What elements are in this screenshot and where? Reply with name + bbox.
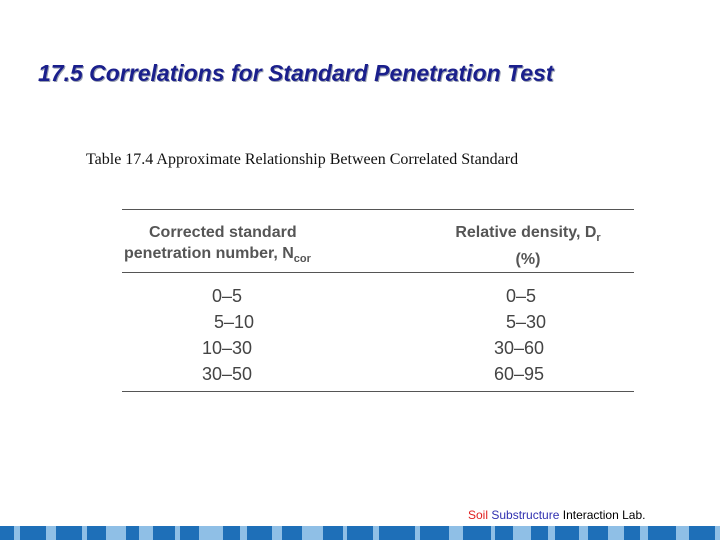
table-header-rule: [122, 272, 634, 273]
bar-stripe: [282, 526, 297, 540]
bar-stripe: [449, 526, 463, 540]
bar-stripe: [331, 526, 343, 540]
bar-stripe: [20, 526, 42, 540]
lab-name: [468, 508, 645, 522]
bar-stripe: [588, 526, 602, 540]
table-caption: Table 17.4 Approximate Relationship Between Correlated Standard: [86, 151, 519, 168]
bar-stripe: [689, 526, 696, 540]
bar-stripe: [548, 526, 555, 540]
col1-header-subscript: cor: [293, 253, 311, 266]
bar-stripe: [46, 526, 56, 540]
col1-header-text: penetration number, N: [124, 245, 294, 262]
bar-stripe: [99, 526, 106, 540]
lab-name-substructure: Substructure: [491, 508, 560, 522]
col2-header: [418, 222, 638, 270]
bar-stripe: [180, 526, 191, 540]
table-cell-ncor: 10–30: [202, 338, 253, 358]
n-cor-column: [184, 283, 274, 387]
slide-title: 17.5 Correlations for Standard Penetration Test: [38, 60, 554, 86]
bar-stripe: [0, 526, 14, 540]
bar-stripe: [139, 526, 153, 540]
lab-name-rest: Interaction Lab.: [562, 508, 646, 522]
decorative-bottom-bar: [0, 526, 720, 540]
bar-stripe: [56, 526, 64, 540]
bar-stripe: [272, 526, 282, 540]
bar-stripe: [247, 526, 266, 540]
col2-header-subscript: r: [596, 232, 601, 245]
table-cell-dr: 30–60: [494, 338, 545, 358]
bar-stripe: [513, 526, 531, 540]
bar-stripe: [715, 526, 720, 540]
lab-name-soil: Soil: [468, 508, 489, 522]
col2-header-line2: (%): [515, 251, 541, 269]
bar-stripe: [648, 526, 672, 540]
bar-stripe: [431, 526, 449, 540]
bar-stripe: [640, 526, 648, 540]
table-bottom-rule: [122, 391, 634, 392]
bar-stripe: [130, 526, 139, 540]
bar-stripe: [159, 526, 175, 540]
bar-stripe: [555, 526, 575, 540]
bar-stripe: [420, 526, 431, 540]
bar-stripe: [64, 526, 82, 540]
table-cell-dr: 5–30: [506, 312, 547, 332]
bar-stripe: [469, 526, 491, 540]
bar-stripe: [393, 526, 415, 540]
bar-stripe: [199, 526, 223, 540]
col2-header-line1-wrap: [418, 222, 638, 249]
table-cell-ncor: 0–5: [212, 286, 243, 306]
bar-stripe: [696, 526, 715, 540]
bar-stripe: [505, 526, 513, 540]
bar-stripe: [495, 526, 505, 540]
bar-stripe: [227, 526, 240, 540]
col1-header-line2: [124, 245, 311, 266]
col2-header-line1: Relative density, D: [455, 224, 597, 241]
correlation-table: [118, 205, 638, 405]
table-cell-dr: 0–5: [506, 286, 537, 306]
col1-header: [124, 222, 364, 270]
bar-stripe: [379, 526, 393, 540]
bar-stripe: [536, 526, 548, 540]
bar-stripe: [579, 526, 588, 540]
bar-stripe: [302, 526, 323, 540]
bar-stripe: [87, 526, 99, 540]
table-cell-dr: 60–95: [494, 364, 545, 384]
col1-header-line1: Corrected standard: [149, 224, 297, 241]
table-cell-ncor: 30–50: [202, 364, 253, 384]
dr-column: [488, 283, 578, 387]
bar-stripe: [364, 526, 373, 540]
table-cell-ncor: 5–10: [214, 312, 255, 332]
bar-stripe: [608, 526, 624, 540]
bar-stripe: [106, 526, 126, 540]
bar-stripe: [240, 526, 247, 540]
bar-stripe: [191, 526, 199, 540]
table-top-rule: [122, 209, 634, 210]
bar-stripe: [323, 526, 331, 540]
bar-stripe: [347, 526, 364, 540]
bar-stripe: [676, 526, 689, 540]
bar-stripe: [629, 526, 640, 540]
